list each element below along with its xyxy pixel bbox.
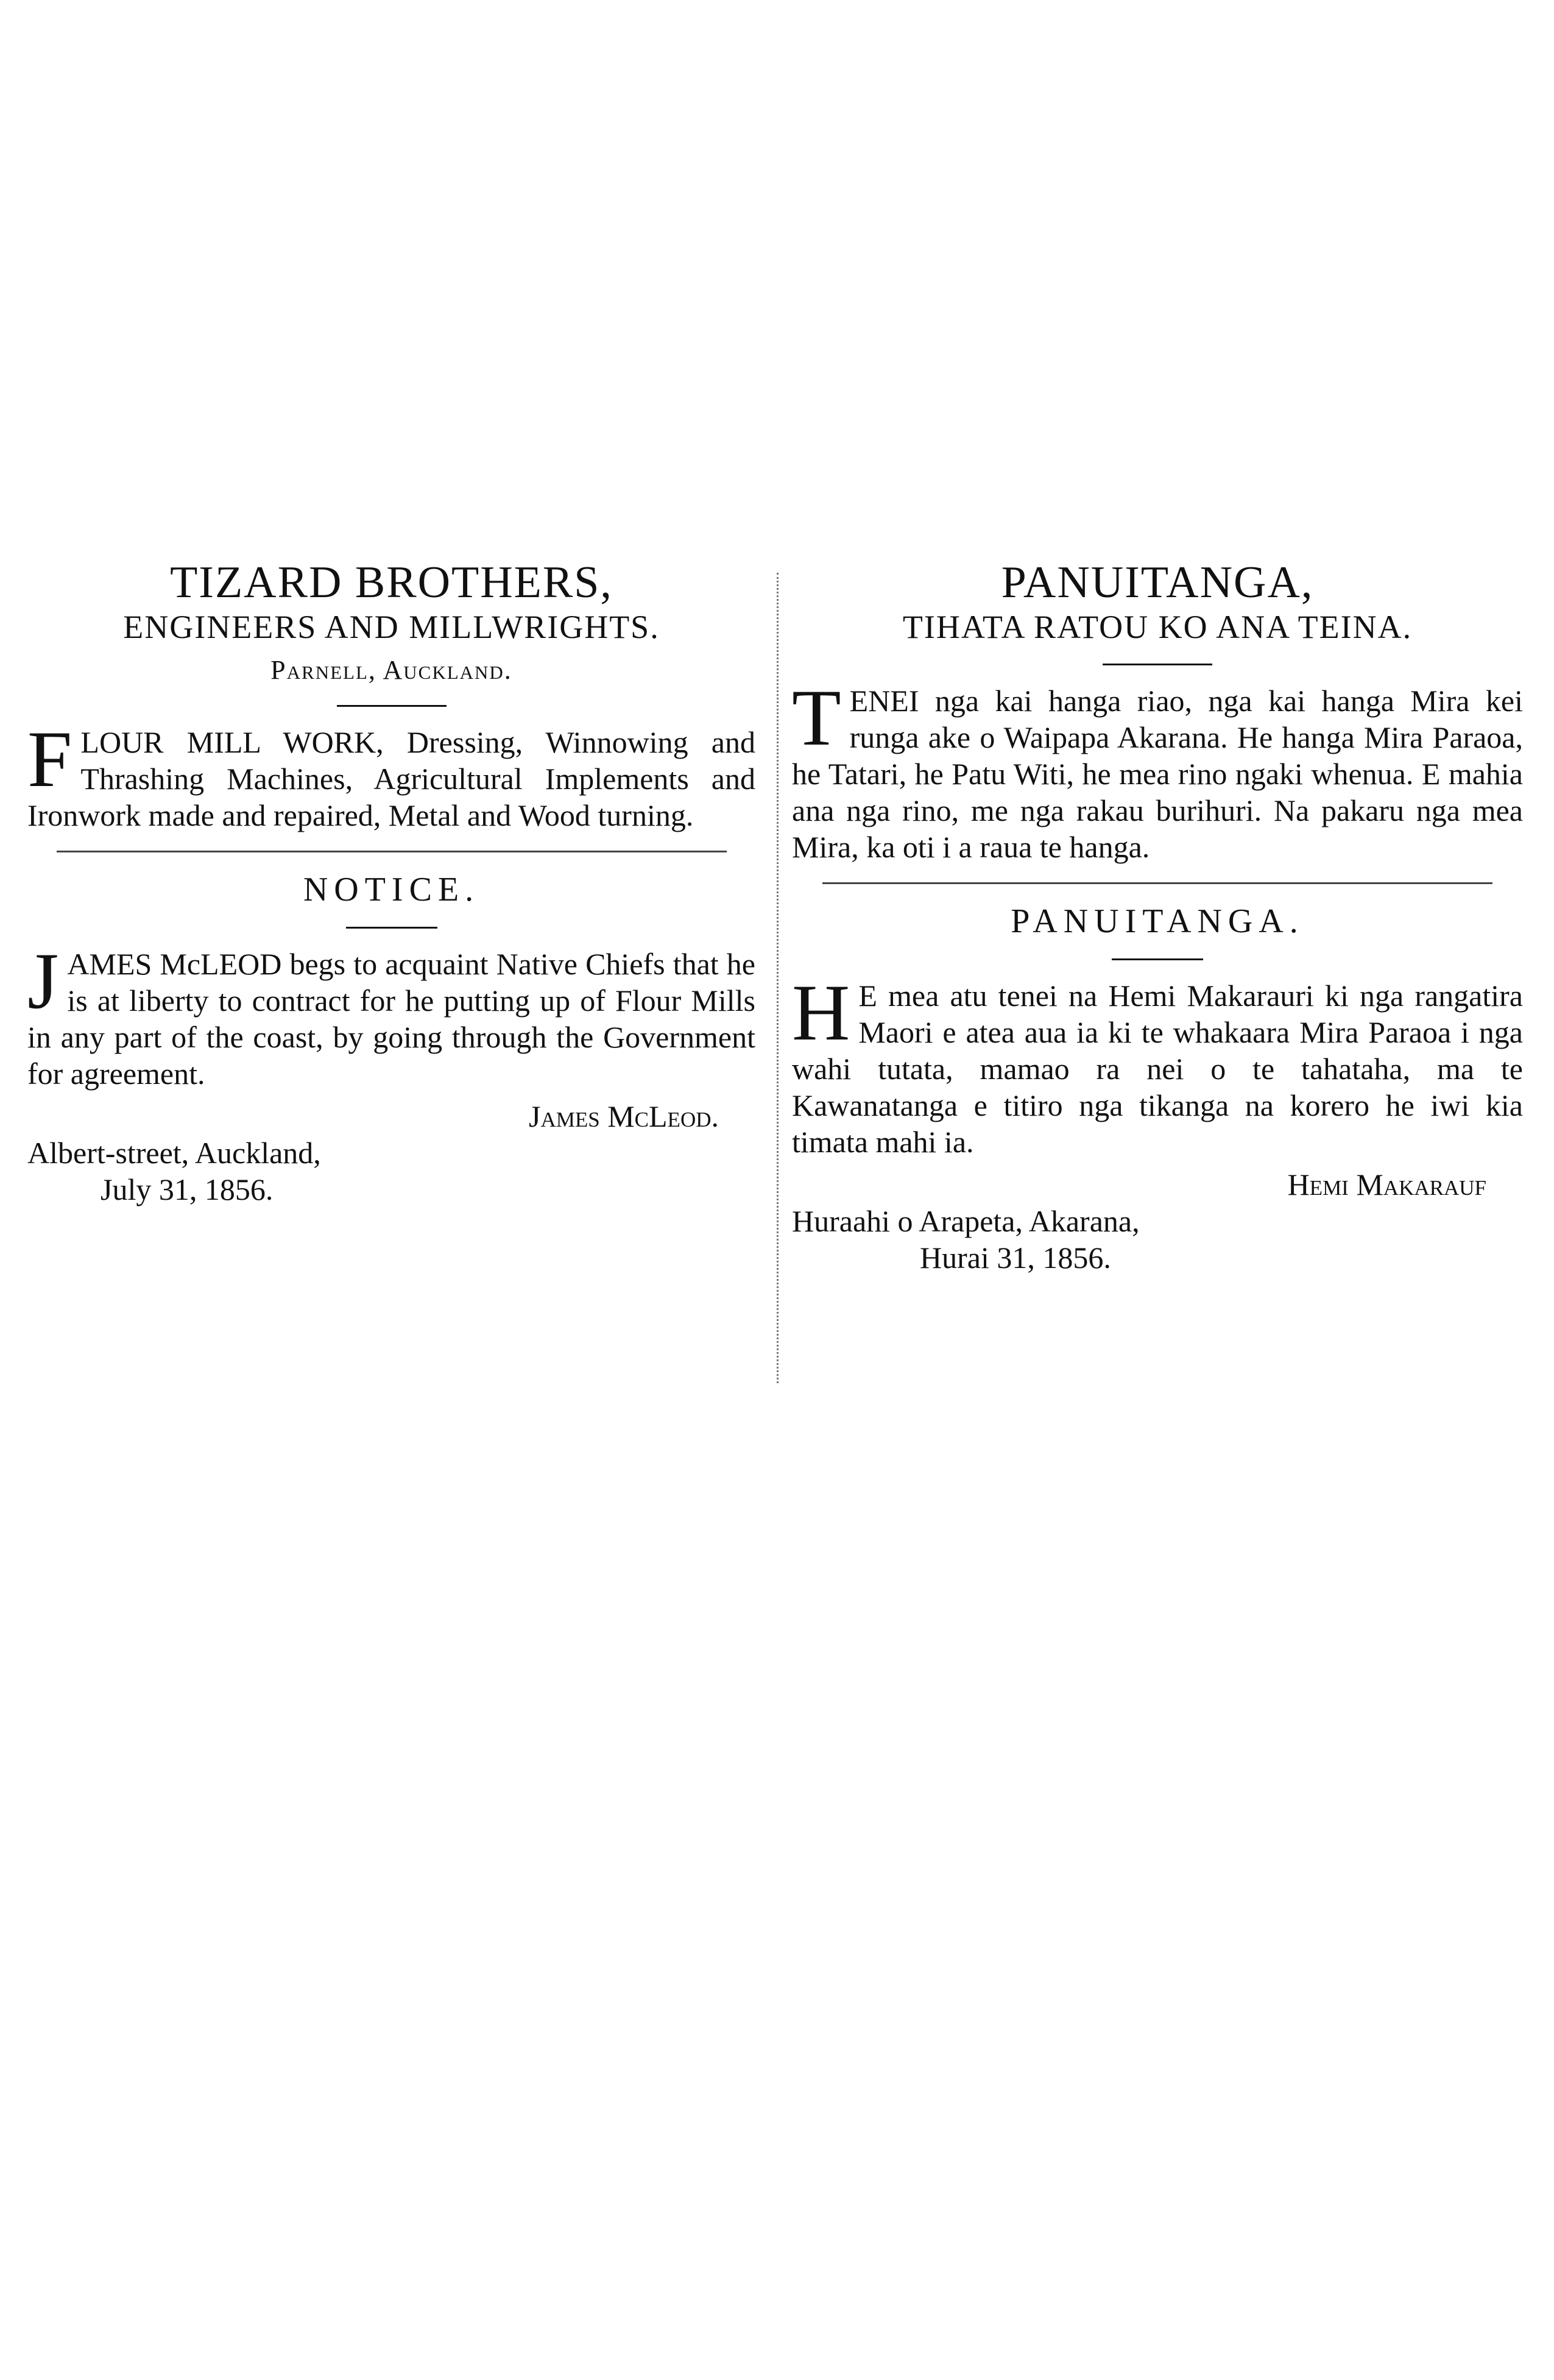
advert-text: ENEI nga kai hanga riao, nga kai hanga Mira kei runga ake o Waipapa Akarana. He hanga Mira Paraoa, he Tatari, he Patu Witi, he mea rino ngaki whenua. E mahia ana nga rino, me nga rakau burihuri. Na pakaru nga mea Mira, ka oti i a raua te hanga. bbox=[792, 684, 1523, 864]
section-divider bbox=[822, 882, 1492, 884]
firm-trade: ENGINEERS AND MILLWRIGHTS. bbox=[123, 609, 660, 645]
drop-cap: T bbox=[792, 673, 841, 762]
separator-rule bbox=[346, 927, 437, 929]
notice-address: Huraahi o Arapeta, Akarana, bbox=[792, 1204, 1140, 1238]
notice-text: AMES McLEOD begs to acquaint Native Chiefs that he is at liberty to contract for he putting up of Flour Mills in any part of the coast, by going through the Government for agreement. bbox=[27, 947, 755, 1091]
notice-body bbox=[27, 936, 755, 1092]
section-divider bbox=[57, 851, 727, 852]
panuitanga-body bbox=[792, 673, 1523, 865]
notice-signature: Hemi Makarauf bbox=[1287, 1167, 1486, 1202]
firm-trade: TIHATA RATOU KO ANA TEINA. bbox=[902, 609, 1413, 645]
english-column bbox=[27, 558, 755, 1208]
separator-rule bbox=[337, 705, 447, 707]
separator-rule bbox=[1103, 664, 1212, 665]
drop-cap: J bbox=[27, 936, 59, 1025]
panuitanga-advert bbox=[792, 558, 1523, 665]
notice-text: E mea atu tenei na Hemi Makarauri ki nga rangatira Maori e atea aua ia ki te whakaara Mira Paraoa i nga wahi tutata, mamao ra nei o te tahataha, ma te Kawanatanga e titiro nga tikanga na korero he iwi kia timata mahi ia. bbox=[792, 979, 1523, 1159]
firm-place: Parnell, Auckland. bbox=[270, 655, 512, 685]
notice-body bbox=[792, 968, 1523, 1160]
advert-text: LOUR MILL WORK, Dressing, Winnowing and Thrashing Machines, Agricultural Implements and Ironwork made and repaired, Metal and Wood turning. bbox=[27, 725, 755, 832]
tizard-advert bbox=[27, 558, 755, 707]
separator-rule bbox=[1112, 958, 1203, 960]
notice-title: PANUITANGA. bbox=[1011, 902, 1304, 940]
notice-date: July 31, 1856. bbox=[101, 1172, 274, 1206]
tizard-body bbox=[27, 714, 755, 834]
notice-address: Albert-street, Auckland, bbox=[27, 1136, 321, 1170]
maori-column bbox=[792, 558, 1523, 1276]
notice-heading bbox=[27, 869, 755, 929]
column-divider bbox=[777, 573, 779, 1383]
drop-cap: H bbox=[792, 968, 850, 1057]
firm-name: TIZARD BROTHERS, bbox=[170, 558, 613, 607]
firm-name: PANUITANGA, bbox=[1001, 558, 1314, 607]
notice-signature: James McLeod. bbox=[529, 1099, 719, 1133]
notice-date: Hurai 31, 1856. bbox=[920, 1241, 1111, 1275]
drop-cap: F bbox=[27, 714, 72, 804]
notice-title: NOTICE. bbox=[303, 871, 480, 908]
notice-heading bbox=[792, 901, 1523, 960]
